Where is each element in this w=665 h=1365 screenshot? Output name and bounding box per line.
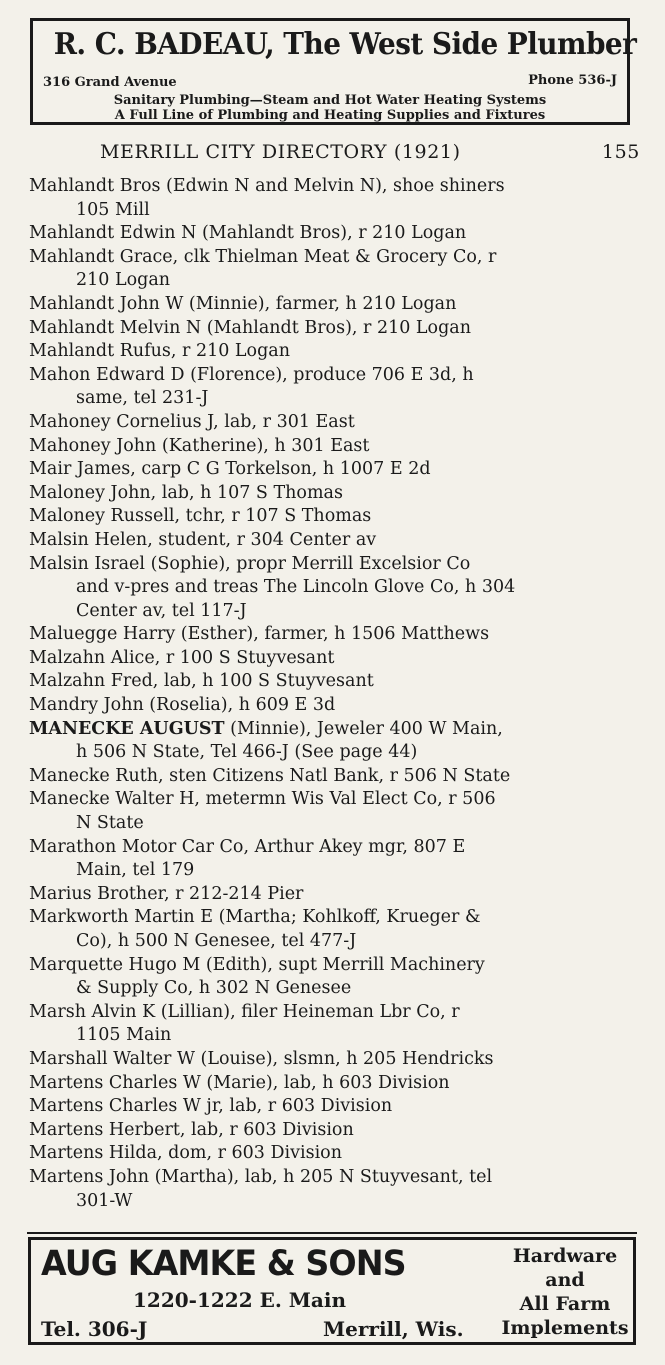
- directory-entry: Maluegge Harry (Esther), farmer, h 1506 Matthews: [29, 624, 490, 645]
- ad-phone: Phone 536-J: [528, 73, 617, 88]
- divider-rule: [27, 1232, 637, 1234]
- directory-entry-continuation: 105 Mill: [76, 199, 150, 220]
- running-header: [100, 141, 640, 163]
- directory-entry-continuation: Center av, tel 117-J: [76, 600, 247, 621]
- directory-entry: Martens Charles W (Marie), lab, h 603 Division: [29, 1072, 450, 1093]
- ad-title: R. C. BADEAU, The West Side Plumber: [53, 27, 637, 62]
- ad-address: 316 Grand Avenue: [43, 75, 177, 90]
- directory-entry: Marshall Walter W (Louise), slsmn, h 205 Hendricks: [29, 1048, 494, 1069]
- directory-entry: Mandry John (Roselia), h 609 E 3d: [29, 695, 336, 716]
- directory-entry-continuation: and v-pres and treas The Lincoln Glove Co, h 304: [76, 577, 516, 598]
- directory-entry-continuation: N State: [76, 813, 144, 834]
- ad-product-line: and: [545, 1269, 585, 1291]
- directory-entry-continuation: same, tel 231-J: [76, 388, 209, 409]
- directory-entry: Malzahn Fred, lab, h 100 S Stuyvesant: [29, 671, 374, 692]
- directory-entry: Manecke Ruth, sten Citizens Natl Bank, r 506 N State: [29, 765, 511, 786]
- directory-entry: Mahon Edward D (Florence), produce 706 E 3d, h: [29, 364, 474, 385]
- ad-product-line: Implements: [501, 1317, 629, 1339]
- ad-services-line: Sanitary Plumbing—Steam and Hot Water Heating Systems: [113, 93, 547, 108]
- directory-entry: Marsh Alvin K (Lillian), filer Heineman Lbr Co, r: [29, 1001, 460, 1022]
- ad-product-line: Hardware: [512, 1245, 618, 1267]
- directory-entry: Markworth Martin E (Martha; Kohlkoff, Krueger &: [29, 907, 481, 928]
- directory-entry: Maloney John, lab, h 107 S Thomas: [29, 482, 343, 503]
- page-title: MERRILL CITY DIRECTORY (1921): [100, 141, 461, 163]
- directory-entry: Malsin Israel (Sophie), propr Merrill Excelsior Co: [29, 553, 471, 574]
- directory-entry: Mahlandt Melvin N (Mahlandt Bros), r 210 Logan: [29, 317, 471, 338]
- directory-entry: Maloney Russell, tchr, r 107 S Thomas: [29, 506, 372, 527]
- directory-entry: [29, 718, 639, 742]
- directory-entry: Martens Herbert, lab, r 603 Division: [29, 1119, 354, 1140]
- directory-entry: Mair James, carp C G Torkelson, h 1007 E 2d: [29, 459, 431, 480]
- directory-entry: Marquette Hugo M (Edith), supt Merrill Machinery: [29, 954, 485, 975]
- ad-city: Merrill, Wis.: [323, 1317, 464, 1341]
- directory-entry: Mahoney John (Katherine), h 301 East: [29, 435, 370, 456]
- directory-entry-continuation: 1105 Main: [76, 1025, 172, 1046]
- ad-street: 1220-1222 E. Main: [133, 1288, 346, 1312]
- directory-entry-continuation: 210 Logan: [76, 270, 171, 291]
- ad-products: [501, 1244, 629, 1340]
- directory-entry-continuation: h 506 N State, Tel 466-J (See page 44): [76, 742, 418, 763]
- ad-product-line: All Farm: [519, 1293, 611, 1315]
- directory-entry: Malzahn Alice, r 100 S Stuyvesant: [29, 647, 335, 668]
- directory-entry: Malsin Helen, student, r 304 Center av: [29, 529, 377, 550]
- directory-entry: Martens John (Martha), lab, h 205 N Stuyvesant, tel: [29, 1166, 493, 1187]
- directory-entry-continuation: 301-W: [76, 1190, 133, 1211]
- directory-entry: Martens Charles W jr, lab, r 603 Division: [29, 1096, 393, 1117]
- directory-entry: Marathon Motor Car Co, Arthur Akey mgr, 807 E: [29, 836, 466, 857]
- directory-entry: Martens Hilda, dom, r 603 Division: [29, 1143, 342, 1164]
- ad-telephone: Tel. 306-J: [41, 1317, 148, 1341]
- directory-entry-continuation: & Supply Co, h 302 N Genesee: [76, 978, 352, 999]
- directory-entry: Manecke Walter H, metermn Wis Val Elect Co, r 506: [29, 789, 496, 810]
- directory-entries: [29, 175, 639, 1213]
- directory-entry: Mahoney Cornelius J, lab, r 301 East: [29, 411, 355, 432]
- directory-entry: Marius Brother, r 212-214 Pier: [29, 883, 304, 904]
- directory-entry: Mahlandt Edwin N (Mahlandt Bros), r 210 Logan: [29, 223, 467, 244]
- entry-text: (Minnie), Jeweler 400 W Main,: [224, 718, 503, 739]
- directory-entry: Mahlandt Bros (Edwin N and Melvin N), shoe shiners: [29, 176, 505, 196]
- ad-supplies-line: A Full Line of Plumbing and Heating Supplies and Fixtures: [114, 108, 546, 123]
- directory-entry-continuation: Main, tel 179: [76, 860, 195, 881]
- entry-bold-name: MANECKE AUGUST: [29, 718, 225, 739]
- page-number: 155: [601, 141, 640, 163]
- directory-entry: Mahlandt John W (Minnie), farmer, h 210 Logan: [29, 293, 457, 314]
- directory-entry: Mahlandt Rufus, r 210 Logan: [29, 341, 290, 362]
- top-advertisement: [30, 18, 637, 125]
- directory-entry: Mahlandt Grace, clk Thielman Meat & Grocery Co, r: [29, 246, 497, 267]
- ad-company-name: AUG KAMKE & SONS: [41, 1244, 406, 1284]
- directory-entry-continuation: Co), h 500 N Genesee, tel 477-J: [76, 931, 357, 951]
- bottom-advertisement: [28, 1237, 636, 1345]
